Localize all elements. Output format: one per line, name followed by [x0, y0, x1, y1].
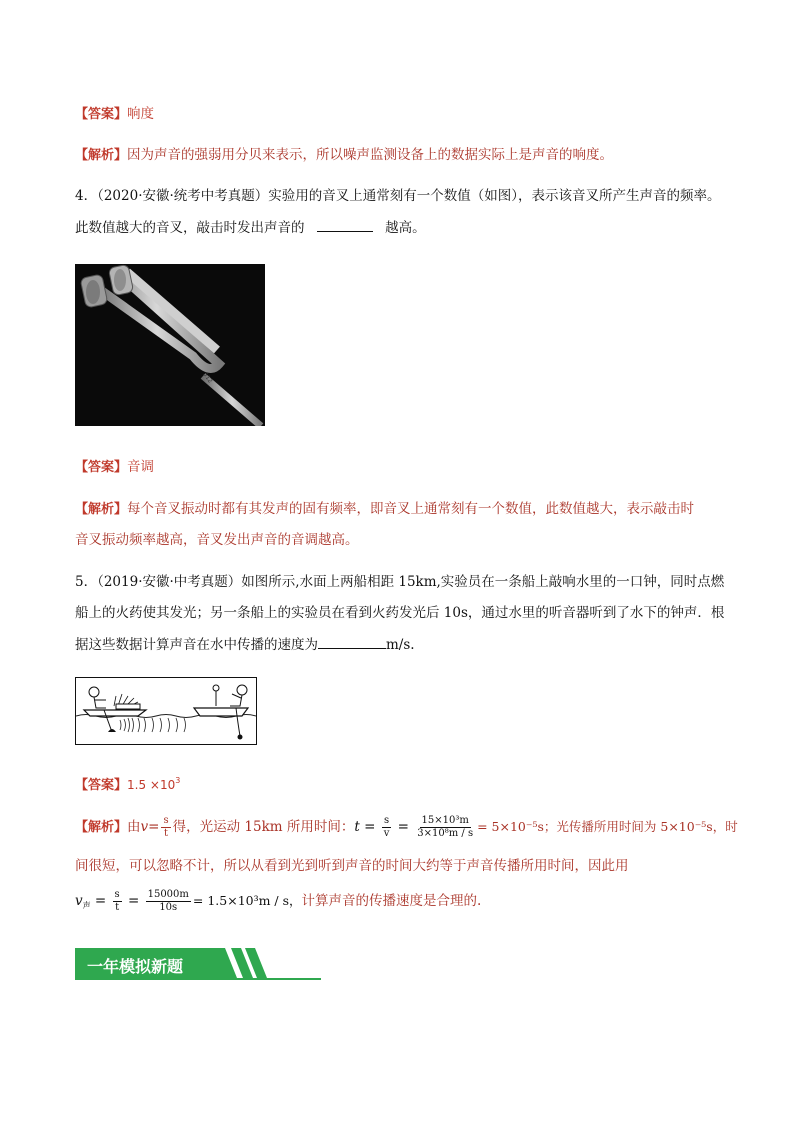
q4-analysis-1: 每个音叉振动时都有其发声的固有频率，即音叉上通常刻有一个数值，此数值越大，表示敲击时: [127, 501, 695, 517]
q5-answer-exp: 3: [175, 776, 181, 785]
q4-answer-label: 【答案】: [75, 460, 128, 475]
q4-answer: 音调: [127, 459, 155, 475]
q5-blank: [318, 634, 386, 649]
q5-a3-text: 计算声音的传播速度是合理的.: [301, 893, 482, 909]
q5-a1-frac2: [382, 815, 392, 840]
tuning-fork-image: [75, 264, 265, 426]
frac-den: 10s: [159, 902, 178, 913]
q5-a3-frac2: [146, 889, 191, 914]
analysis-label: 【解析】: [75, 148, 128, 163]
frac-num: s: [163, 815, 169, 826]
section-banner: [75, 948, 325, 986]
frac-num: 15000m: [147, 889, 189, 900]
frac-num: s: [383, 815, 390, 826]
q5-analysis-row-2: 间很短，可以忽略不计，所以从看到光到听到声音的时间大约等于声音传播所用时间，因此用: [75, 858, 629, 874]
section-title: 一年模拟新题: [87, 957, 184, 976]
frac-den: v: [383, 828, 390, 839]
q4-blank: [317, 217, 373, 232]
q5-a1-text1: 得，光运动 15km 所用时间：: [172, 819, 355, 835]
q4-line-2: [75, 217, 735, 238]
svg-text:512: 512: [201, 371, 214, 385]
q5-line-3a: 据这些数据计算声音在水中传播的速度为: [75, 637, 318, 653]
tuning-fork-drawing: [75, 264, 265, 426]
q5-a3-sub: 声: [82, 901, 91, 910]
q5-answer-row: [75, 771, 735, 796]
q5-a1-prefix: 由: [127, 819, 141, 835]
q5-a1-eq: =: [148, 819, 160, 835]
boats-drawing: [76, 678, 256, 744]
q5-analysis-row-3: $v_声$ = $\frac{s}{t}$ = $\frac{15000m}{10s}$ = 1.5×10³m / s，计算声音的传播速度是合理的.: [75, 889, 482, 913]
q5-line-3: [75, 634, 735, 655]
q5-line-1: 5．（2019·安徽·中考真题）如图所示,水面上两船相距 15km,实验员在一条船上敲响水里的一口钟，同时点燃: [75, 574, 725, 590]
analysis-row-1: [75, 145, 735, 166]
q5-a1-frac: [161, 815, 170, 840]
q5-line-3b: m/s.: [386, 637, 415, 653]
frac-den: t: [115, 902, 120, 913]
q4-line-2a: 此数值越大的音叉，敲击时发出声音的: [75, 220, 305, 236]
q4-line-1: 4．（2020·安徽·统考中考真题）实验用的音叉上通常刻有一个数值（如图），表示该音叉所产生声音的频率。: [75, 188, 721, 204]
answer-label: 【答案】: [75, 107, 128, 122]
q5-a3-frac1: [113, 889, 122, 914]
answer-row-1: [75, 104, 735, 125]
q5-analysis-row-1: 【解析】由v= $\frac{s}{t}$ 得，光运动 15km 所用时间：t = $\frac{s}{v}$ = $\frac{\text{15×10³m}}{\text{3×10⁸m / s}}$ = 5×10⁻⁵s；光传播所用时间为 5×10⁻⁵s，时: [75, 815, 738, 839]
q4-analysis-row-1: [75, 499, 735, 520]
q5-analysis-label: 【解析】: [75, 820, 128, 835]
q5-a1-result: = 5×10⁻⁵s；光传播所用时间为 5×10⁻⁵s，时: [477, 819, 738, 834]
q5-answer-label: 【答案】: [75, 778, 128, 793]
q5-a3-v: v: [75, 893, 83, 909]
q5-answer-base: 1.5 ×10: [127, 778, 176, 792]
q5-a1-v: v: [140, 819, 149, 835]
analysis-text: 因为声音的强弱用分贝来表示，所以噪声监测设备上的数据实际上是声音的响度。: [127, 147, 614, 163]
frac-den: t: [164, 828, 169, 839]
q5-a3-result: = 1.5×10³m / s，: [192, 893, 302, 908]
q4-analysis-label: 【解析】: [75, 502, 128, 517]
frac-den: 3×10⁸m / s: [417, 828, 474, 839]
frac-num: s: [114, 889, 120, 900]
q5-a1-frac3: [415, 815, 475, 840]
q5-line-2: 船上的火药使其发光；另一条船上的实验员在看到火药发光后 10s，通过水里的听音器听到了水下的钟声．根: [75, 605, 725, 621]
boats-illustration: [75, 677, 257, 745]
q5-a1-t: t: [354, 819, 360, 835]
q4-line-2b: 越高。: [385, 220, 426, 236]
frac-num: 15×10³m: [421, 815, 469, 826]
q4-analysis-row-2: 音叉振动频率越高，音叉发出声音的音调越高。: [75, 532, 359, 548]
q4-answer-row: [75, 457, 735, 478]
answer-text: 响度: [127, 106, 155, 122]
